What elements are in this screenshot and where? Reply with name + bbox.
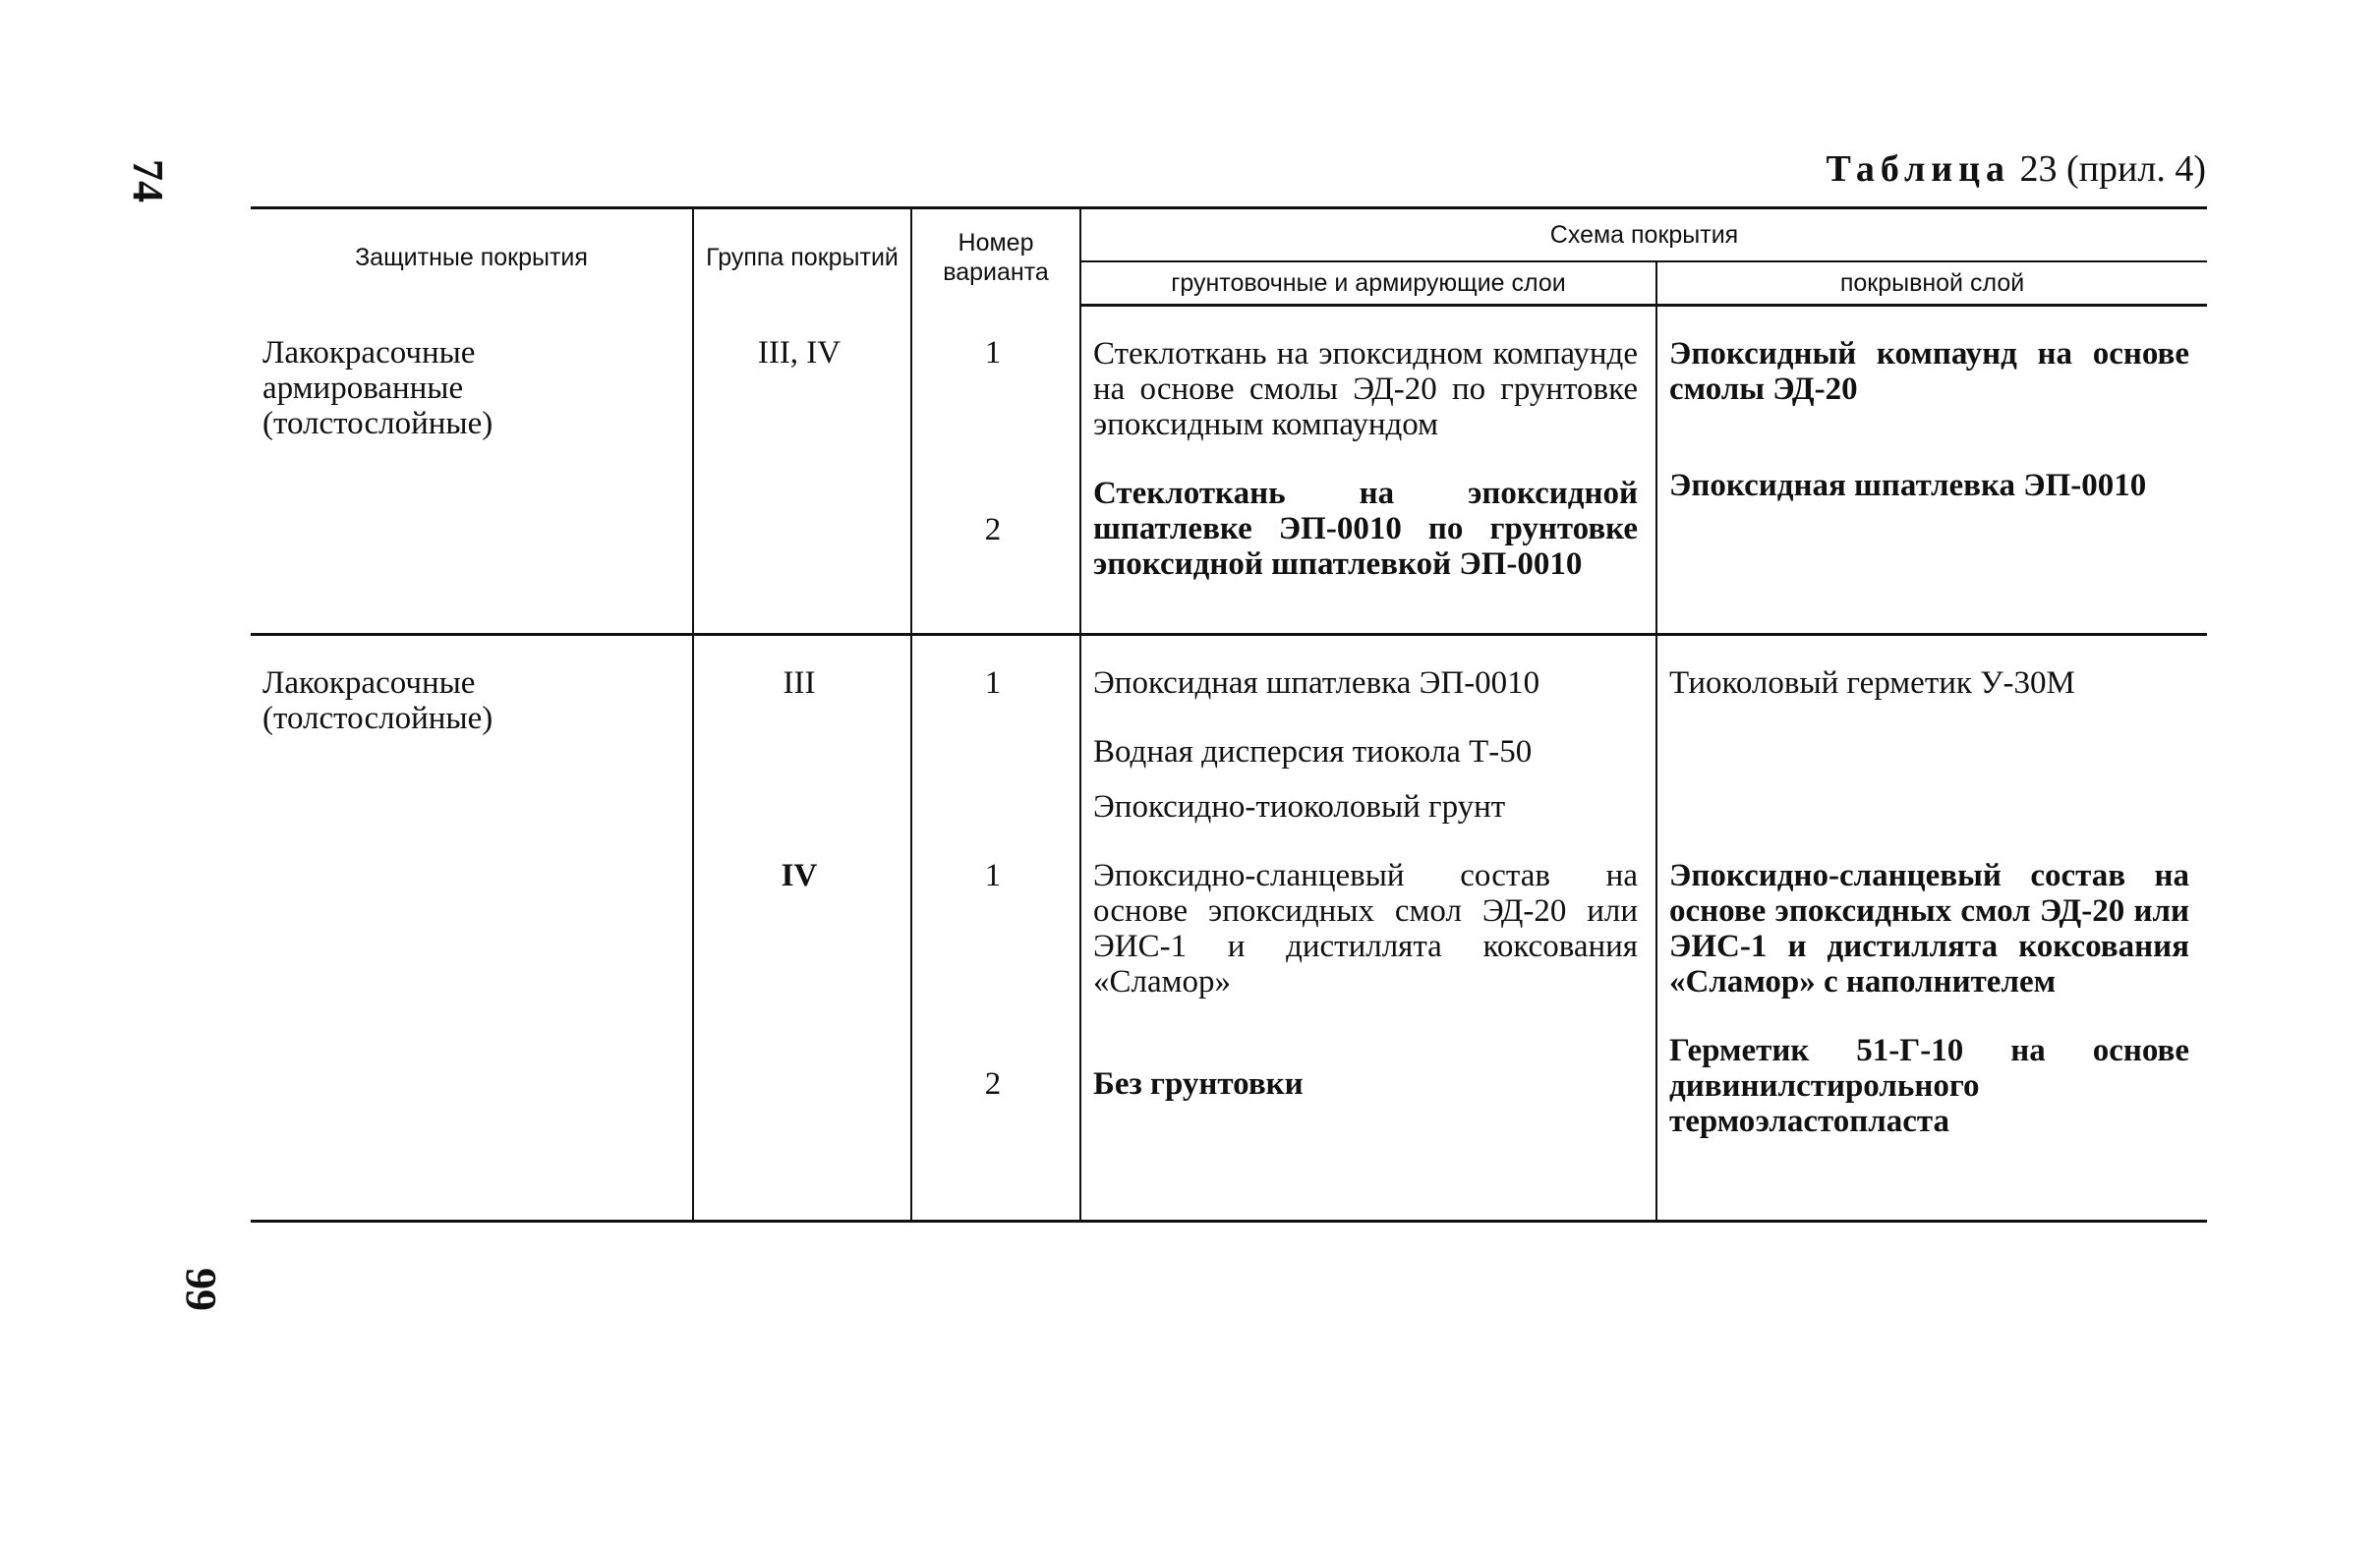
variant-number: 1 bbox=[984, 665, 1002, 701]
primer-line: Эпоксидная шпатлевка ЭП-0010 bbox=[1093, 665, 1540, 701]
top-layer-text: Тиоколовый герметик У-30М bbox=[1669, 665, 2075, 701]
header-primer-layers: грунтовочные и армирующие слои bbox=[1080, 261, 1656, 306]
variant-number: 1 bbox=[984, 858, 1002, 893]
primer-text: Без грунтовки bbox=[1093, 1066, 1304, 1102]
group-label: III bbox=[783, 665, 816, 701]
variant-number: 2 bbox=[984, 511, 1002, 547]
primer-text: Эпоксидно-сланцевый состав на основе эпоксидных смол ЭД-20 или ЭИС-1 и дистиллята коксования «Сламор» bbox=[1093, 858, 1638, 1000]
table-title-rest: 23 (прил. 4) bbox=[2019, 148, 2206, 190]
primer-text: Стеклоткань на эпоксидной шпатлевке ЭП-0010 по грунтовке эпоксидной шпатлевкой ЭП-0010 bbox=[1093, 476, 1638, 582]
header-group: Группа покрытий bbox=[693, 208, 911, 306]
top-layer-text: Эпоксидный компаунд на основе смолы ЭД-20 bbox=[1669, 336, 2190, 407]
page-number: 99 bbox=[177, 1268, 225, 1311]
variant-number: 1 bbox=[984, 334, 1002, 371]
table-row bbox=[251, 635, 2207, 1222]
table-title bbox=[1826, 147, 2206, 191]
variant-number: 2 bbox=[984, 1066, 1002, 1102]
table-title-word: Таблица bbox=[1826, 148, 2011, 190]
top-layer-text: Эпоксидная шпатлевка ЭП-0010 bbox=[1669, 468, 2147, 503]
primer-line: Водная дисперсия тиокола Т-50 bbox=[1093, 734, 1533, 770]
coating-name: Лакокрасочные армированные (толстослойные) bbox=[262, 334, 493, 441]
primer-line: Эпоксидно-тиоколовый грунт bbox=[1093, 789, 1506, 825]
coatings-table bbox=[251, 206, 2207, 1223]
primer-text: Стеклоткань на эпоксидном компаунде на основе смолы ЭД-20 по грунтовке эпоксидным компаундом bbox=[1093, 336, 1638, 442]
header-coatings: Защитные покрытия bbox=[251, 208, 693, 306]
table-row bbox=[251, 306, 2207, 635]
group-label: III, IV bbox=[757, 334, 842, 371]
header-top-layer: покрывной слой bbox=[1656, 261, 2207, 306]
coating-name: Лакокрасочные (толстослойные) bbox=[262, 665, 493, 736]
top-layer-text: Герметик 51-Г-10 на основе дивинилстирольного термоэластопласта bbox=[1669, 1033, 2190, 1139]
header-scheme: Схема покрытия bbox=[1080, 208, 2207, 262]
group-label: IV bbox=[781, 858, 818, 893]
header-variant: Номер варианта bbox=[911, 208, 1080, 306]
top-layer-text: Эпоксидно-сланцевый состав на основе эпоксидных смол ЭД-20 или ЭИС-1 и дистиллята коксования «Сламор» с наполнителем bbox=[1669, 858, 2190, 1000]
running-number: 74 bbox=[124, 159, 172, 202]
